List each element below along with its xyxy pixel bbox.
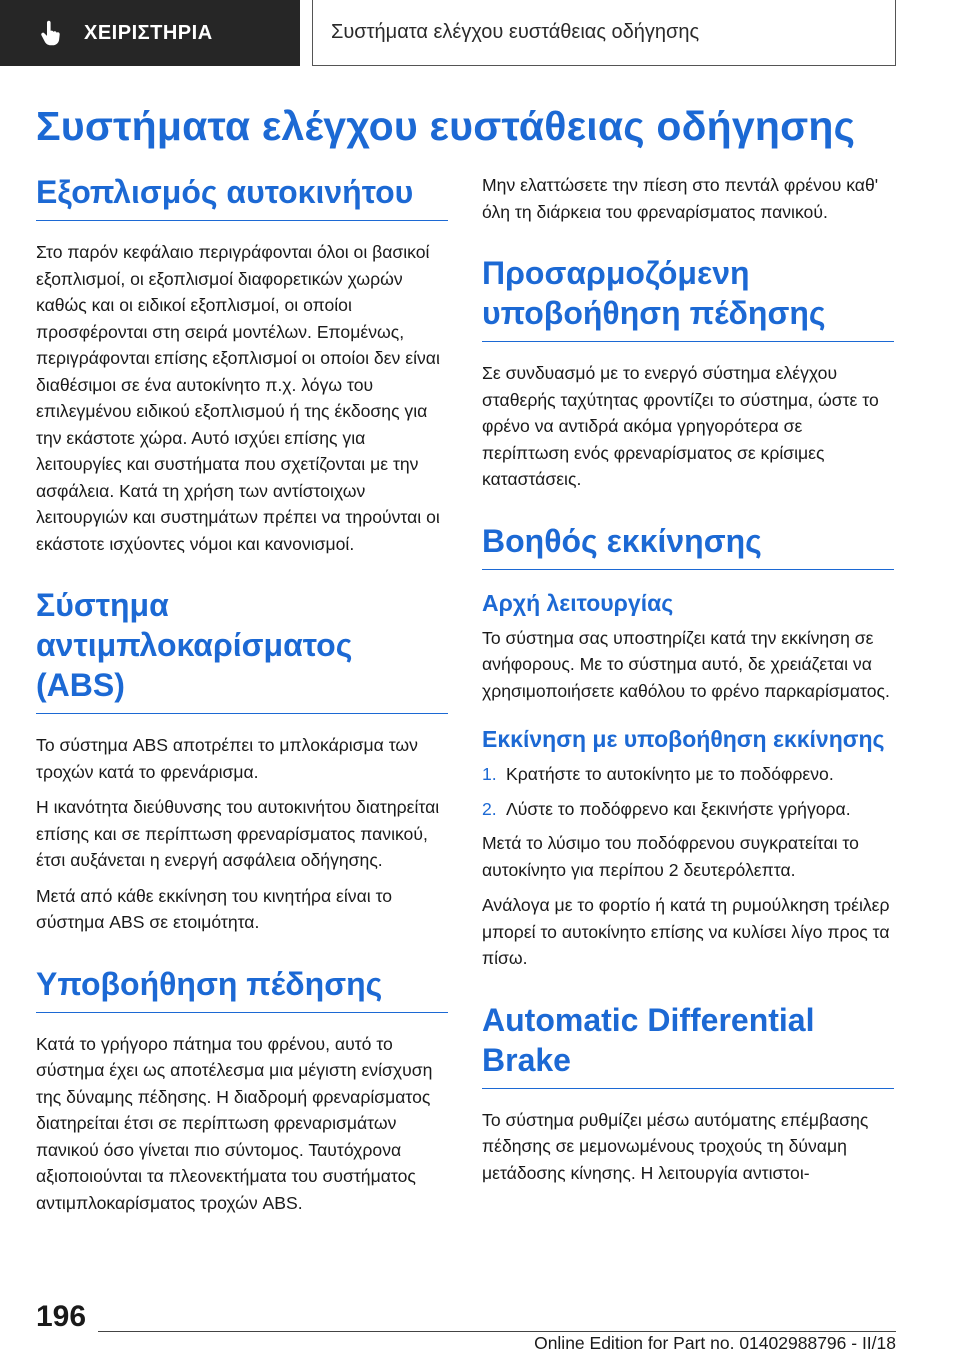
load-text: Ανάλογα με το φορτίο ή κατά τη ρυμούλκηση τρέιλερ μπορεί το αυτοκίνητο επίσης να κυλίσει λίγο προς τα πίσω. <box>482 895 890 968</box>
principle-text: Το σύστημα σας υποστηρίζει κατά την εκκίνηση σε ανήφορους. Με το σύστημα αυτό, δε χρειάζεται να χρησιμοποιήσετε καθόλου το φρένο παρκαρίσματος. <box>482 627 890 701</box>
abs-text-3: Μετά από κάθε εκκίνηση του κινητήρα είναι το σύστημα ABS σε ετοιμότητα. <box>36 885 393 932</box>
page-header <box>0 0 960 66</box>
heading-adb: Automatic Differential Brake <box>482 1000 894 1089</box>
heading-brake-assist: Υποβοήθηση πέδησης <box>36 964 448 1013</box>
brake-assist-continued: Μην ελαττώσετε την πίεση στο πεντάλ φρένου καθ' όλη τη διάρκεια του φρεναρίσματος πανικού. <box>482 175 879 222</box>
page-number: 196 <box>36 1300 87 1333</box>
heading-start-with-assist: Εκκίνηση με υποβοήθηση εκκίνησης <box>482 726 885 752</box>
section-label: ΧΕΙΡΙΣΤΗΡΙΑ <box>84 21 213 44</box>
step-text: Λύστε το ποδόφρενο και ξεκινήστε γρήγορα. <box>506 798 851 819</box>
page-title: Συστήματα ελέγχου ευστάθειας οδήγησης <box>36 103 856 149</box>
heading-hill-start: Βοηθός εκκίνησης <box>482 521 894 570</box>
step-number: 1. <box>482 764 497 784</box>
heading-equipment: Εξοπλισμός αυτοκινήτου <box>36 172 448 221</box>
heading-abs: Σύστημα αντιμπλοκαρίσματος (ABS) <box>36 585 448 714</box>
hold-text: Μετά το λύσιμο του ποδόφρενου συγκρατείται το αυτοκίνητο για περίπου 2 δευτερόλεπτα. <box>482 833 859 880</box>
right-column <box>482 172 894 1195</box>
steps-list <box>482 761 894 822</box>
abs-text-1: Το σύστημα ABS αποτρέπει το μπλοκάρισμα των τροχών κατά το φρενάρισμα. <box>36 735 418 782</box>
brake-assist-text: Κατά το γρήγορο πάτημα του φρένου, αυτό το σύστημα έχει ως αποτέλεσμα μια μέγιστη ενίσχυση της δύναμης πέδησης. Η διαδρομή φρεναρίσματος διατηρείται έτσι σε περίπτωση φρεναρισμάτων πανικού όσο γίνεται πιο σύντομος. Ταυτόχρονα αξιοποιούνται τα πλεονεκτήματα του συστήματος αντιμπλοκαρίσματος τροχών ABS. <box>36 1033 433 1213</box>
footer-divider <box>98 1331 896 1332</box>
heading-principle: Αρχή λειτουργίας <box>482 589 674 616</box>
list-item <box>482 796 894 823</box>
heading-adaptive-brake-assist: Προσαρμοζόμενη υποβοήθηση πέδησης <box>482 253 894 342</box>
step-number: 2. <box>482 798 497 819</box>
section-tab[interactable] <box>0 0 300 66</box>
hand-pointer-icon <box>38 20 64 46</box>
left-column <box>36 172 448 1225</box>
list-item <box>482 761 894 788</box>
adaptive-text: Σε συνδυασμό με το ενεργό σύστημα ελέγχου σταθερής ταχύτητας φροντίζει το σύστημα, ώστε το φρένο να αντιδρά ακόμα γρηγορότερα σε περίπτωση ενός φρεναρίσματος σε κρίσιμες καταστάσεις. <box>482 363 879 489</box>
abs-text-2: Η ικανότητα διεύθυνσης του αυτοκινήτου διατηρείται επίσης και σε περίπτωση φρεναρίσματος πανικού, έτσι αυξάνεται η ενεργή ασφάλεια οδήγησης. <box>36 797 440 870</box>
chapter-title: Συστήματα ελέγχου ευστάθειας οδήγησης <box>331 21 700 43</box>
adb-text: Το σύστημα ρυθμίζει μέσω αυτόματης επέμβασης πέδησης σε μεμονωμένους τροχούς τη δύναμη μετάδοσης κίνησης. Η λειτουργία αντιστοι- <box>482 1109 869 1183</box>
step-text: Κρατήστε το αυτοκίνητο με το ποδόφρενο. <box>506 764 834 784</box>
footer-edition: Online Edition for Part no. 01402988796 - II/18 <box>534 1333 896 1353</box>
chapter-tab[interactable] <box>312 0 896 66</box>
equipment-text: Στο παρόν κεφάλαιο περιγράφονται όλοι οι βασικοί εξοπλισμοί, οι εξοπλισμοί διαφορετικών χωρών καθώς και οι ειδικοί εξοπλισμοί, οι οποίοι προσφέρονται στη σειρά μοντέλων. Επομένως, περιγράφονται επίσης εξοπλισμοί οι οποίοι δεν είναι διαθέσιμοι σε ένα αυτοκίνητο π.χ. λόγω του επιλεγμένου ειδικού εξοπλισμού ή της έκδοσης για την εκάστοτε χώρα. Αυτό ισχύει επίσης για λειτουργίες και συστήματα που σχετίζονται με την ασφάλεια. Κατά τη χρήση των αντίστοιχων λειτουργιών και συστημάτων πρέπει να τηρούνται οι εκάστοτε ισχύοντες νόμοι και κανονισμοί. <box>36 242 440 554</box>
